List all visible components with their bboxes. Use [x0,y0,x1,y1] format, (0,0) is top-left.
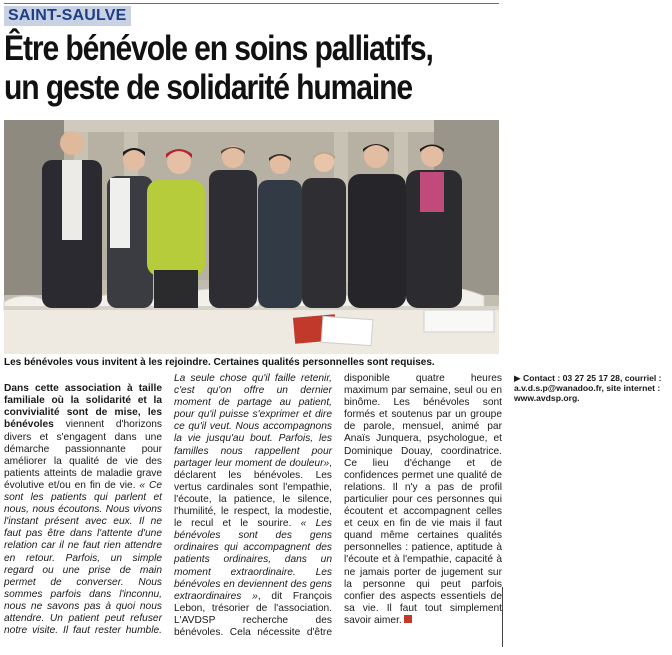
lede-text: viennent d'horizons divers et s'engagent dans une démarche passionnante pour améliorer la qualité de vie des patients atteints de maladie grave évolutive et/ou en fin de vie. [4,419,162,491]
contact-text: ▶ Contact : 03 27 25 17 28, courriel : a.v.d.s.p@wanadoo.fr, site internet : www.avdsp.org. [514,373,662,403]
headline-line-2: un geste de solidarité humaine [4,68,413,107]
group-photo [4,120,499,354]
quote-1-attribution: , déclarent les bénévoles. [174,457,332,481]
article-paragraph-1 [4,373,502,641]
article-body [4,373,662,643]
kicker-label: SAINT-SAULVE [4,6,131,26]
headline [4,29,503,107]
paragraph-3: L'AVDSP recherche des bénévoles. Cela nécessite d'être disponible quatre heures maximum par semaine, seul ou en binôme. Les bénévoles sont formés et soutenus par un groupe de parole, mensuel, animé par Anaïs Junquera, psychologue, et Dominique Douay, coordinatrice. Ce lieu d'échange et de confidences permet une qualité de relations. Il n'y a pas de profil particulier pour ces personnes qui écoutent et accompagnent celles et ceux en fin de vie mais il faut quand même certaines qualités personnelles : patience, aptitude à l'écoute et à l'empathie, capacité à ne jamais porter de jugement sur la personne qui peut parfois confier des aspects essentiels de sa vie. Il faut tout simplement savoir aimer. [174,373,502,638]
photo-caption: Les bénévoles vous invitent à les rejoindre. Certaines qualités personnelles sont requises. [4,357,435,368]
headline-line-1: Être bénévole en soins palliatifs, [4,29,433,68]
column-rule [502,587,503,647]
quote-1: « Ce sont les patients qui parlent et nous, nous écoutons. Nous vivons l'instant présent avec eux. Il ne faut pas être dans l'attente d'une relation car il ne faut rien attendre en retour. Parfois, un simple regard ou une prise de main permet de converser. Nous sommes parfois dans l'inconnu, nous ne savons pas à quoi nous attendre. Un patient peut refuser notre visite. Il faut rester humble. La seule chose qu'il faille retenir, c'est qu'on offre un dernier moment de partage au patient, pour qu'il puisse s'exprimer et dire ce qu'il veut. Nous accompagnons la vie jusqu'au bout. Parfois, les familles nous rappellent pour partager leur moment de douleur» [4,373,332,637]
paragraph-2: Les vertus cardinales sont l'empathie, l'écoute, la patience, le silence, l'humilité, le respect, la modestie, le recul et le sourire. [174,469,332,530]
end-of-article-mark [404,615,412,623]
section-kicker [4,3,499,26]
group-photo-illustration [4,120,499,354]
lede-bold: Dans cette association à taille familiale où la solidarité et la convivialité sont de mise, les bénévoles [4,383,162,431]
contact-info [514,373,672,403]
article-columns-flow [4,373,662,641]
quote-2: « Les bénévoles sont des gens ordinaires qui accompagnent des patients ordinaires, dans un moment extraordinaire. Les bénévoles en deviennent des gens extraordinaires » [174,518,332,602]
quote-2-attribution: , dit François Lebon, trésorier de l'association. [174,590,332,614]
